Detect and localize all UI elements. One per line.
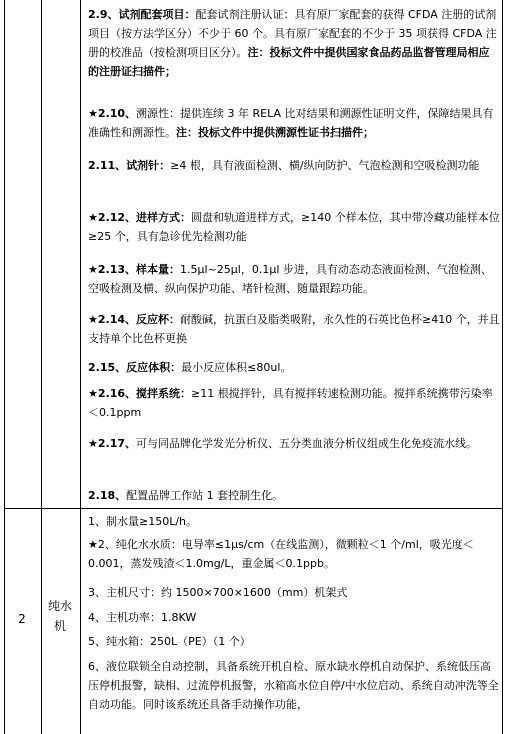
spec-text: 6、液位联锁全自动控制，具备系统开机自检、原水缺水停机自动保护、系统低压高压停机报警，缺相、过流停机报警，水箱高水位自停/中水位启动、系统自动冲洗等全自动功能。同时该系统还具备手动操作功能，: [88, 660, 499, 711]
spec-text: ≥4 根，具有液面检测、横/纵向防护、气泡检测和空吸检测功能: [170, 159, 480, 172]
spec-text: 耐酸碱，抗蛋白及脂类吸附，永久性的石英比色杯≥410 个，并且支持单个比色杯更换: [88, 313, 500, 345]
spec-text: 1、制水量≥150L/h。: [88, 515, 198, 528]
spec-text: 配套试剂注册认证：具有原厂家配套的获得 CFDA 注册的试剂项目（按方法学区分）不少于 60 个。具有原厂家配套的不少于 35 项获得 CFDA 注册的校准品（按检测项目区分）。: [88, 8, 497, 59]
spec-text: 1.5μl~25μl，0.1μl 步进，具有动态动态液面检测、气泡检测、空吸检测及横、纵向保护功能、堵针检测、随量跟踪功能。: [88, 263, 492, 295]
spec-bold-text: ★2.10、: [88, 107, 137, 120]
spec-paragraph: [88, 512, 500, 531]
spec-paragraphs: [88, 0, 500, 734]
spec-bold-text: ★2.17、: [88, 437, 137, 450]
spec-paragraph: [88, 208, 500, 246]
spec-paragraph: [88, 608, 500, 627]
spec-text: ★2、纯化水水质：电导率≤1μs/cm（在线监测），微颗粒＜1 个/ml，吸光度＜0.001，蒸发残渣＜1.0mg/L，重金属＜0.1ppb。: [88, 538, 474, 570]
spec-paragraph: [88, 486, 500, 505]
item-name: [42, 596, 78, 636]
spec-paragraph: [88, 260, 500, 298]
spec-paragraph: [88, 632, 500, 651]
spec-bold-text: 注：投标文件中提供溯源性证书扫描件；: [176, 126, 374, 139]
spec-bold-text: 2.9、试剂配套项目：: [88, 8, 196, 21]
spec-paragraph: [88, 358, 500, 377]
spec-text: 可与同品牌化学发光分析仪、五分类血液分析仪组成生化免疫流水线。: [136, 437, 478, 450]
spec-paragraph: [88, 156, 500, 175]
table-border-right: [502, 0, 503, 734]
spec-text: 配置品牌工作站 1 套控制生化。: [126, 489, 284, 502]
spec-text: 4、主机功率：1.8KW: [88, 611, 197, 624]
spec-paragraph: [88, 583, 500, 602]
spec-text: 溯源性：提供连续 3 年 RELA 比对结果和溯源性证明文件，保障结果具有准确性和溯源性。: [88, 107, 494, 139]
spec-text: 5、纯水箱：250L（PE）（1 个）: [88, 635, 251, 648]
spec-bold-text: 注：投标文件中提供国家食品药品监督管理局相应的注册证扫描件；: [88, 46, 490, 78]
column-divider-name: [80, 0, 81, 734]
item-name-line: 机: [53, 619, 66, 633]
spec-bold-text: ★2.14、反应杯：: [88, 313, 181, 326]
spec-bold-text: 2.11、试剂针：: [88, 159, 171, 172]
spec-bold-text: 2.15、反应体积：: [88, 361, 182, 374]
spec-bold-text: ★2.16、搅拌系统：: [88, 387, 192, 400]
spec-paragraph: [88, 5, 500, 81]
spec-paragraph: [88, 657, 500, 714]
spec-paragraph: [88, 535, 500, 573]
item-name-line: 纯水: [47, 599, 72, 613]
row-sequence-number: 2: [18, 612, 26, 626]
spec-paragraph: [88, 310, 500, 348]
spec-paragraph: [88, 104, 500, 142]
spec-bold-text: 2.18、: [88, 489, 127, 502]
spec-bold-text: ★2.12、进样方式：: [88, 211, 192, 224]
spec-paragraph: [88, 384, 500, 422]
spec-text: 圆盘和轨道进样方式，≥140 个样本位，其中带冷藏功能样本位≥25 个，具有急诊优先检测功能: [88, 211, 500, 243]
spec-text: 最小反应体积≤80ul。: [181, 361, 292, 374]
spec-bold-text: ★2.13、样本量：: [88, 263, 181, 276]
spec-text: ≥11 根搅拌针，具有搅拌转速检测功能。搅拌系统携带污染率＜0.1ppm: [88, 387, 493, 419]
spec-text: 3、主机尺寸：约 1500×700×1600（mm）机架式: [88, 586, 348, 599]
spec-paragraph: [88, 434, 500, 453]
